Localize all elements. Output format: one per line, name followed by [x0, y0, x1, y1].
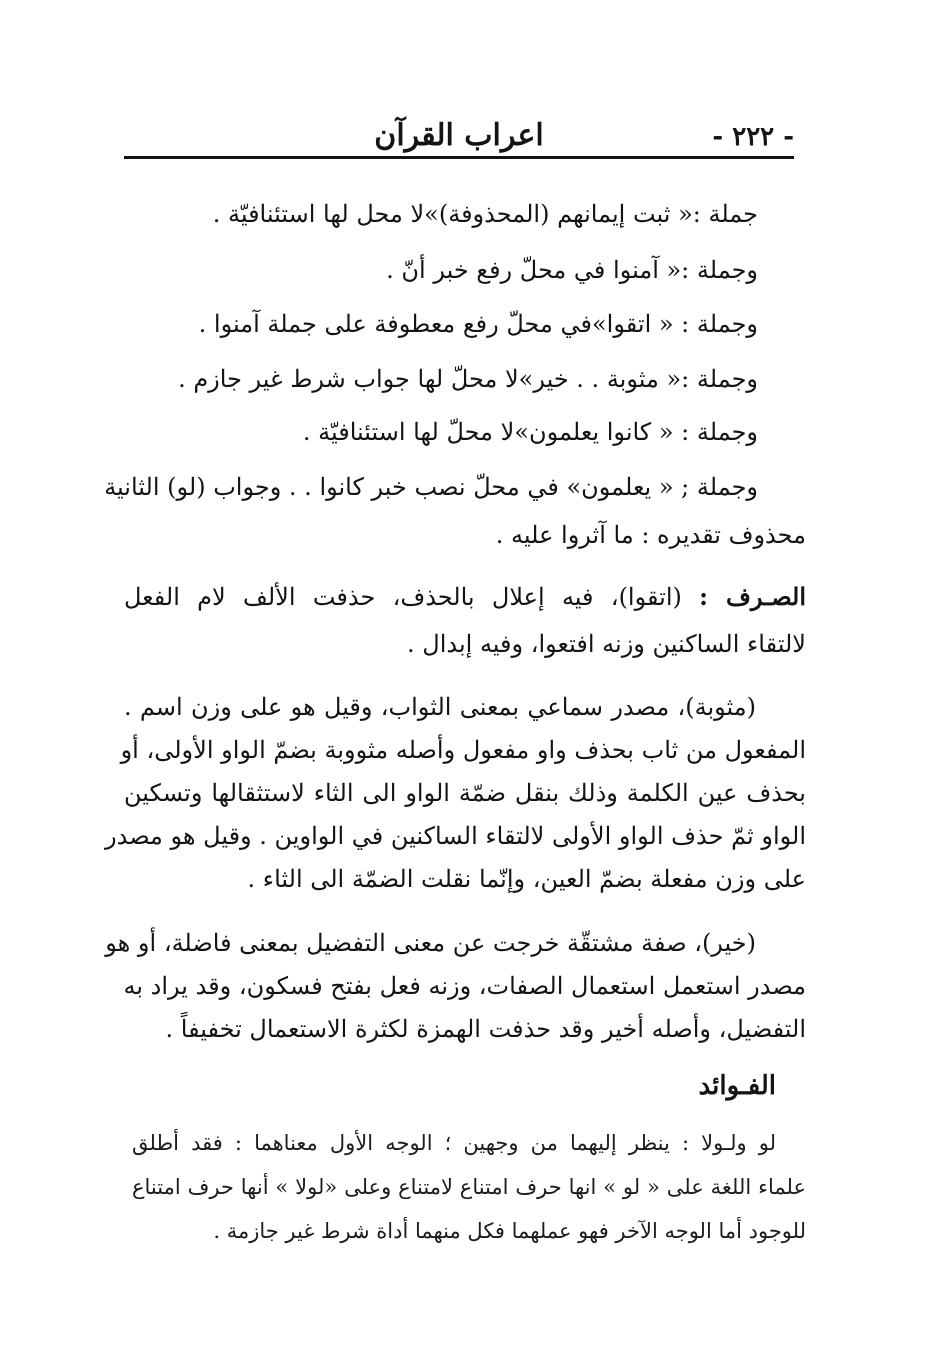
sarf-paragraph-line: الواو ثمّ حذف الواو الأولى لالتقاء الساكنين في الواوين . وقيل هو مصدر: [105, 822, 806, 850]
fawaid-line: علماء اللغة على « لو » انها حرف امتناع لامتناع وعلى «لولا » أنها حرف امتناع: [132, 1175, 806, 1199]
book-title: اعراب القرآن: [374, 118, 544, 153]
irab-line: وجملة :« آمنوا في محلّ رفع خبر أنّ .: [386, 256, 758, 284]
header-rule: [124, 156, 794, 159]
sarf-paragraph-line: (مثوبة)، مصدر سماعي بمعنى الثواب، وقيل هو على وزن اسم .: [124, 693, 756, 721]
sarf-paragraph-line: التفضيل، وأصله أخير وقد حذفت الهمزة لكثرة الاستعمال تخفيفاً .: [165, 1015, 806, 1043]
fawaid-line: لو ولـولا : ينظر إليهما من وجهين ؛ الوجه الأول معناهما : فقد أطلق: [132, 1131, 776, 1155]
sarf-text: (اتقوا)، فيه إعلال بالحذف، حذفت الألف لام الفعل: [124, 583, 682, 611]
page-number: - ٢٢٢ -: [712, 122, 794, 152]
irab-line: محذوف تقديره : ما آثروا عليه .: [495, 521, 806, 549]
irab-line: وجملة :« مثوبة . . خير»لا محلّ لها جواب شرط غير جازم .: [178, 365, 758, 393]
sarf-paragraph-line: لالتقاء الساكنين وزنه افتعوا، وفيه إبدال .: [407, 630, 806, 658]
sarf-paragraph-line: (خير)، صفة مشتقّة خرجت عن معنى التفضيل بمعنى فاضلة، أو هو: [105, 929, 756, 957]
page-header: [124, 118, 794, 154]
sarf-paragraph-line: [124, 580, 806, 614]
fawaid-heading: الفـوائد: [698, 1071, 776, 1101]
irab-line: وجملة : « كانوا يعلمون»لا محلّ لها استئنافيّة .: [302, 418, 758, 446]
sarf-paragraph-line: مصدر استعمل استعمال الصفات، وزنه فعل بفتح فسكون، وقد يراد به: [123, 972, 806, 1000]
sarf-paragraph-line: بحذف عين الكلمة وذلك بنقل ضمّة الواو الى الثاء لاستثقالها وتسكين: [124, 779, 806, 807]
sarf-paragraph-line: على وزن مفعلة بضمّ العين، وإنّما نقلت الضمّة الى الثاء .: [247, 865, 806, 893]
irab-line: وجملة ; « يعلمون» في محلّ نصب خبر كانوا . . وجواب (لو) الثانية: [104, 473, 758, 501]
sarf-label: الصـرف :: [699, 582, 806, 611]
sarf-paragraph-line: المفعول من ثاب بحذف واو مفعول وأصله مثووبة بضمّ الواو الأولى، أو: [120, 736, 806, 764]
irab-line: وجملة : « اتقوا»في محلّ رفع معطوفة على جملة آمنوا .: [198, 310, 758, 338]
irab-line: جملة :« ثبت إيمانهم (المحذوفة)»لا محل لها استئنافيّة .: [212, 200, 758, 228]
fawaid-line: للوجود أما الوجه الآخر فهو عملهما فكل منهما أداة شرط غير جازمة .: [213, 1219, 806, 1243]
